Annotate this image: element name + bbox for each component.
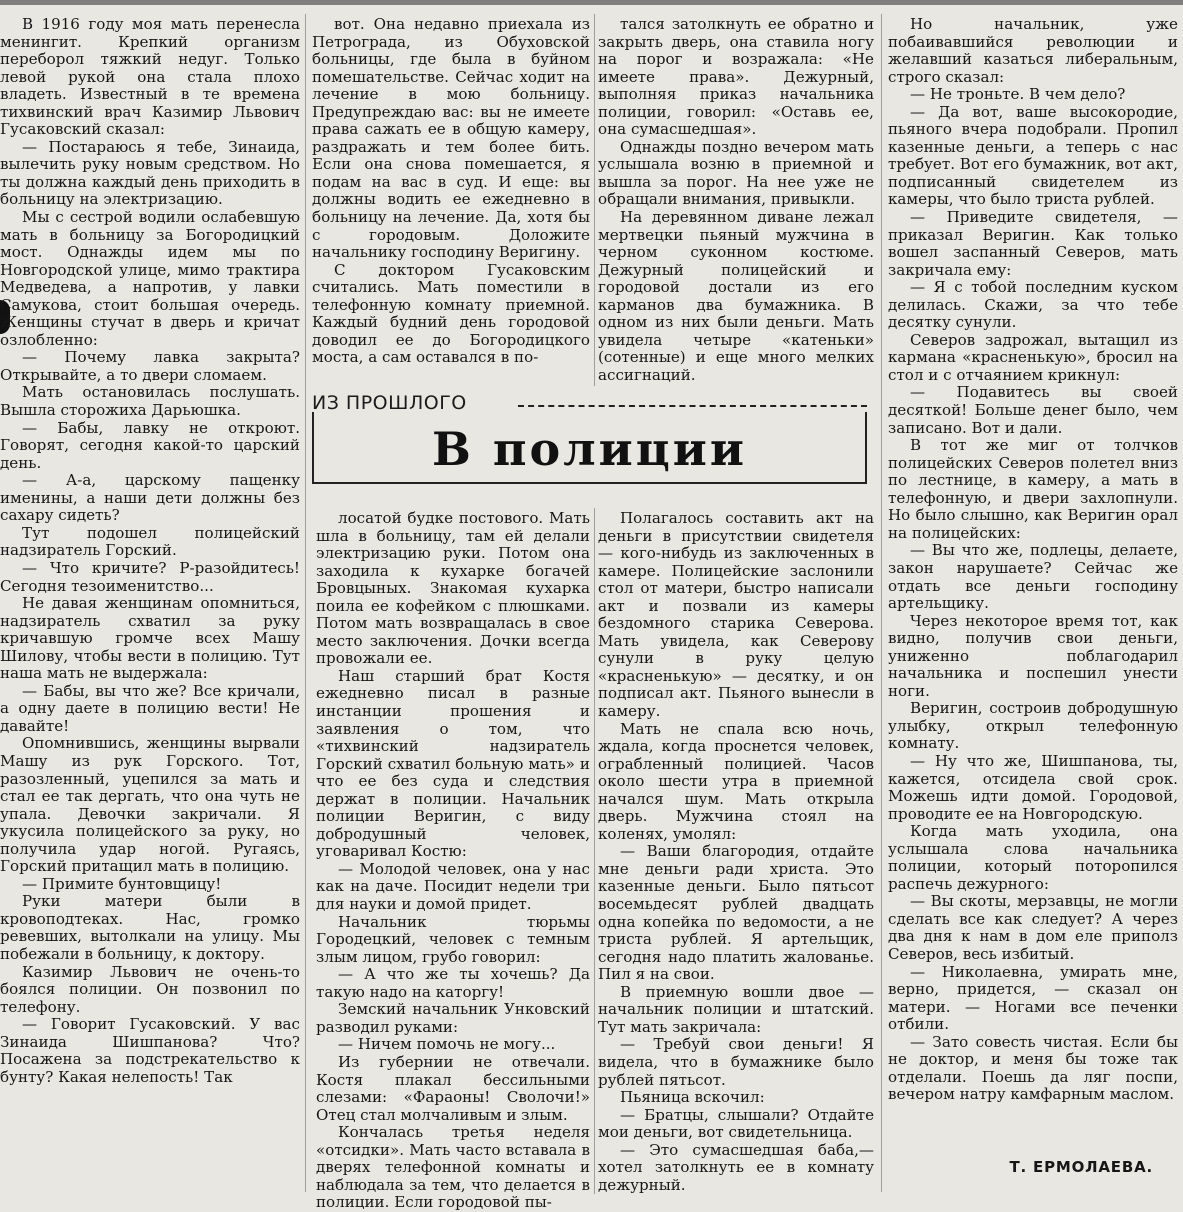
top-rule	[0, 0, 1183, 5]
paragraph: Опомнившись, женщины вырвали Машу из рук Горского. Тот, разозленный, уцепился за мать и стал ее так дергать, что она чуть не упала. Девочки закричали. Я укусила полицейского за руку, но получила удар ногой. Ругаясь, Горский притащил мать в полицию.	[0, 734, 300, 876]
rubric-kicker: ИЗ ПРОШЛОГО	[312, 392, 467, 414]
column-rule-4	[881, 14, 882, 1192]
paragraph: — Бабы, лавку не откроют. Говорят, сегодня какой-то царский день.	[0, 418, 300, 472]
column-3-top	[598, 16, 874, 388]
paragraph: Из губернии не отвечали. Костя плакал бессильными слезами: «Фараоны! Сволочи!» Отец стал молчаливым и злым.	[316, 1052, 590, 1124]
paragraph: В тот же миг от толчков полицейских Северов полетел вниз по лестнице, в камеру, а мать в телефонную, и двери захлопнули. Но было слышно, как Веригин орал на полицейских:	[888, 436, 1178, 542]
paragraph: — Примите бунтовщицу!	[22, 874, 222, 893]
column-3-bottom	[598, 510, 874, 1194]
paragraph: — Ваши благородия, отдайте мне деньги ради христа. Это казенные деньги. Было пятьсот восемьдесят рублей двадцать одна копейка по ведомости, а не триста рублей. Я артельщик, сегодня надо платить жалованье. Пил я на свои.	[598, 842, 874, 984]
paragraph: Начальник тюрьмы Городецкий, человек с темным злым лицом, грубо говорил:	[316, 912, 590, 966]
headline-frame	[312, 412, 867, 484]
paragraph: Наш старший брат Костя ежедневно писал в разные инстанции прошения и заявления о том, что «тихвинский надзиратель Горский схватил больную мать» и что ее без суда и следствия держат в полиции. Начальник полиции Веригин, с виду добродушный человек, уговаривал Костю:	[316, 666, 590, 861]
paragraph: — Вы что же, подлецы, делаете, закон нарушаете? Сейчас же отдать все деньги господину артельщику.	[888, 541, 1178, 613]
kicker-dashed-line	[518, 405, 867, 407]
column-4	[888, 16, 1178, 1146]
paragraph: вот. Она недавно приехала из Петрограда, из Обуховской больницы, где была в буйном помешательстве. Сейчас ходит на лечение в мою больницу. Предупреждаю вас: вы не имеете права сажать ее в общую камеру, раздражать и тем более бить. Если она снова помешается, я подам на вас в суд. И еще: вы должны водить ее ежедневно в больницу на лечение. Да, хотя бы с городовым. Доложите начальнику господину Веригину.	[312, 15, 590, 262]
paragraph: — Да вот, ваше высокородие, пьяного вчера подобрали. Пропил казенные деньги, а теперь с нас требует. Вот его бумажник, вот акт, подписанный свидетелем из камеры, что было триста рублей.	[888, 102, 1178, 209]
paragraph: Кончалась третья неделя «отсидки». Мать часто вставала в дверях телефонной комнаты и наблюдала за тем, что делается в полиции. Если городовой пы-	[316, 1123, 590, 1212]
column-1	[0, 16, 300, 1194]
paragraph: Руки матери были в кровоподтеках. Нас, громко ревевших, вытолкали на улицу. Мы побежали в больницу, к доктору.	[0, 892, 300, 963]
column-2-bottom	[316, 509, 590, 1212]
paragraph: Мы с сестрой водили ослабевшую мать в больницу за Богородицкий мост. Однажды идем мы по Новгородской улице, мимо трактира Медведева, а напротив, у лавки Самукова, стоит большая очередь. Женщины стучат в дверь и кричат озлобленно:	[0, 208, 300, 349]
paragraph: Однажды поздно вечером мать услышала возню в приемной и вышла за порог. На нее уже не обращали внимания, привыкли.	[598, 137, 874, 209]
paragraph: — Ничем помочь не могу...	[338, 1035, 556, 1054]
paragraph: — Николаевна, умирать мне, верно, придется, — сказал он матери. — Ногами все печенки отбили.	[888, 962, 1178, 1034]
paragraph: — Требуй свои деньги! Я видела, что в бумажнике было рублей пятьсот.	[598, 1035, 874, 1089]
paragraph: В 1916 году моя мать перенесла менингит. Крепкий организм переборол тяжкий недуг. Только левой рукой она стала плохо владеть. Известный в те времена тихвинский врач Казимир Львович Гусаковский сказал:	[0, 15, 300, 139]
paragraph: — Постараюсь я тебе, Зинаида, вылечить руку новым средством. Но ты должна каждый день приходить в больницу на электризацию.	[0, 137, 300, 209]
paragraph: — Бабы, вы что же? Все кричали, а одну даете в полицию вести! Не давайте!	[0, 681, 300, 735]
paragraph: На деревянном диване лежал мертвецки пьяный мужчина в черном суконном костюме. Дежурный полицейский и городовой достали из его карманов два бумажника. В одном из них были деньги. Мать увидела четыре «катеньки» (сотенные) и еще много мелких ассигнаций.	[598, 208, 874, 384]
paragraph: Но начальник, уже побаивавшийся революции и желавший казаться либеральным, строго сказал:	[888, 15, 1178, 86]
paragraph: Полагалось составить акт на деньги в присутствии свидетеля — кого-нибудь из заключенных в камере. Полицейские заслонили стол от матери, быстро написали акт и позвали из камеры бездомного старика Северова. Мать увидела, как Северову сунули в руку целую «красненькую» — десятку, и он подписал акт. Пьяного вынесли в камеру.	[598, 509, 874, 721]
paragraph: — Приведите свидетеля, — приказал Веригин. Как только вошел заспанный Северов, мать закричала ему:	[888, 208, 1178, 279]
paragraph: Тут подошел полицейский надзиратель Горский.	[0, 523, 300, 560]
paragraph: — А что же ты хочешь? Да такую надо на каторгу!	[316, 965, 590, 1001]
paragraph: — Ну что же, Шишпанова, ты, кажется, отсидела свой срок. Можешь идти домой. Городовой, проводите ее на Новгородскую.	[888, 751, 1178, 823]
paragraph: — Что кричите? Р-разойдитесь! Сегодня тезоименитство...	[0, 558, 300, 595]
paragraph: С доктором Гусаковским считались. Мать поместили в телефонную комнату приемной. Каждый будний день городовой доводил ее до Богородицкого моста, а сам оставался в по-	[312, 260, 590, 367]
paragraph: Не давая женщинам опомниться, надзиратель схватил за руку кричавшую громче всех Машу Шилову, чтобы вести в полицию. Тут наша мать не выдержала:	[0, 594, 300, 683]
paragraph: Пьяница вскочил:	[620, 1088, 765, 1107]
paragraph: — Братцы, слышали? Отдайте мои деньги, вот свидетельница.	[598, 1105, 874, 1142]
article-title: В полиции	[431, 422, 748, 476]
paragraph: — Молодой человек, она у нас как на даче. Посидит недели три для науки и домой придет.	[316, 859, 590, 914]
paragraph: В приемную вошли двое — начальник полиции и штатский. Тут мать закричала:	[598, 982, 874, 1036]
paragraph: Через некоторое время тот, как видно, получив свои деньги, униженно поблагодарил начальника и поспешил унести ноги.	[888, 611, 1178, 700]
paragraph: — Я с тобой последним куском делилась. Скажи, за что тебе десятку сунули.	[888, 278, 1178, 332]
paragraph: тался затолкнуть ее обратно и закрыть дверь, она ставила ногу на порог и возражала: «Не имеете права». Дежурный, выполняя приказ начальника полиции, говорил: «Оставь ее, она сумасшедшая».	[598, 15, 874, 139]
column-rule-1	[305, 14, 306, 1192]
column-rule-3	[594, 508, 595, 1194]
paragraph: — Это сумасшедшая баба,— хотел затолкнуть ее в комнату дежурный.	[598, 1140, 874, 1194]
paragraph: — Подавитесь вы своей десяткой! Больше денег было, чем записано. Вот и дали.	[888, 383, 1178, 437]
paragraph: Мать не спала всю ночь, ждала, когда проснется человек, ограбленный полицией. Часов около шести утра в приемной начался шум. Мать открыла дверь. Мужчина стоял на коленях, умолял:	[598, 719, 874, 843]
column-2-top	[312, 16, 590, 388]
paragraph: Северов задрожал, вытащил из кармана «красненькую», бросил на стол и с отчаянием крикнул:	[888, 330, 1178, 384]
author-signature: Т. ЕРМОЛАЕВА.	[1009, 1158, 1153, 1176]
paragraph: — А-а, царскому пащенку именины, а наши дети должны без сахару сидеть?	[0, 471, 300, 525]
paragraph: Веригин, состроив добродушную улыбку, открыл телефонную комнату.	[888, 699, 1178, 753]
paragraph: — Говорит Гусаковский. У вас Зинаида Шишпанова? Что? Посажена за подстрекательство к бунту? Какая нелепость! Так	[0, 1015, 300, 1086]
paragraph: — Зато совесть чистая. Если бы не доктор, и меня бы тоже так отделали. Поешь да ляг поспи, вечером натру камфарным маслом.	[888, 1032, 1178, 1104]
paragraph: лосатой будке постового. Мать шла в больницу, там ей делали электризацию руки. Потом она заходила к кухарке богачей Бровцыных. Знакомая кухарка поила ее кофейком с плюшками. Потом мать возвращалась в свое место заключения. Дочки всегда провожали ее.	[316, 509, 590, 668]
paragraph: Земский начальник Унковский разводил руками:	[316, 1000, 590, 1036]
paragraph: — Вы скоты, мерзавцы, не могли сделать все как следует? А через два дня к нам в дом еле приполз Северов, весь избитый.	[888, 892, 1178, 963]
column-rule-2	[594, 14, 595, 386]
paragraph: — Почему лавка закрыта? Открывайте, а то двери сломаем.	[0, 348, 300, 384]
paragraph: — Не троньте. В чем дело?	[910, 85, 1126, 104]
paragraph: Казимир Львович не очень-то боялся полиции. Он позвонил по телефону.	[0, 962, 300, 1016]
paragraph: Когда мать уходила, она услышала слова начальника полиции, который поторопился распечь дежурного:	[888, 822, 1178, 893]
article-heading	[312, 392, 867, 490]
paragraph: Мать остановилась послушать. Вышла сторожиха Дарьюшка.	[0, 383, 300, 420]
